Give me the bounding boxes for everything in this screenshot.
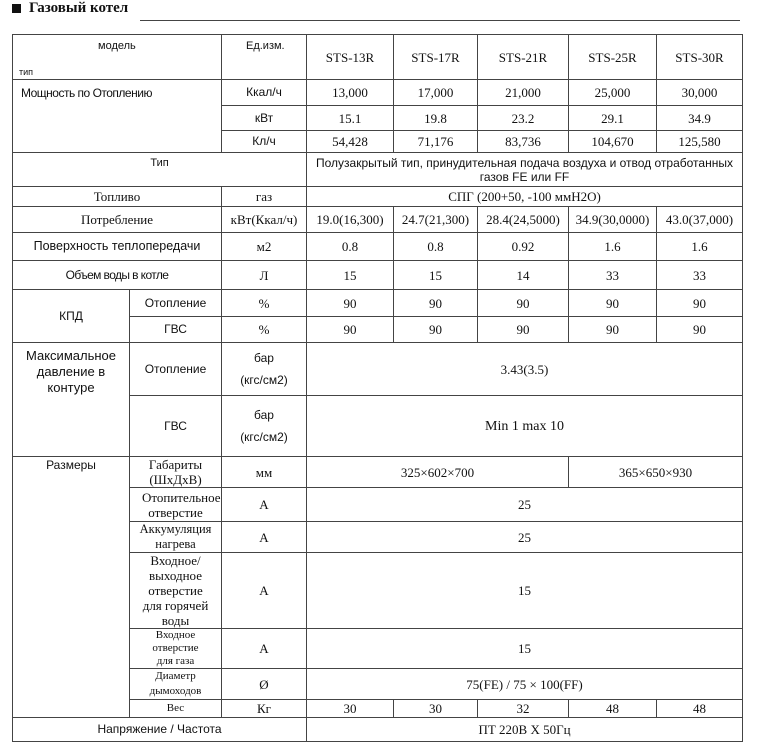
value-cell: 325×602×700 xyxy=(307,457,569,488)
header-row xyxy=(13,35,743,80)
unit-line: бар xyxy=(254,408,274,422)
dimensions-label: Габариты (ШхДхВ) xyxy=(130,457,222,488)
value-cell: 1.6 xyxy=(657,233,743,261)
type-value: Полузакрытый тип, принудительная подача воздуха и отвод отработанных газов FE или FF xyxy=(307,153,743,187)
model-header: STS-25R xyxy=(569,35,657,80)
value-cell: 28.4(24,5000) xyxy=(478,207,569,233)
unit-cell: Кг xyxy=(222,700,307,718)
value-cell: 43.0(37,000) xyxy=(657,207,743,233)
value-cell: 34.9(30,0000) xyxy=(569,207,657,233)
value-cell: 24.7(21,300) xyxy=(394,207,478,233)
value-cell: 21,000 xyxy=(478,80,569,106)
model-header: STS-17R xyxy=(394,35,478,80)
unit-cell: м2 xyxy=(222,233,307,261)
sub-label: ГВС xyxy=(130,396,222,457)
title-underline xyxy=(140,20,740,21)
voltage-value: ПТ 220В X 50Гц xyxy=(307,718,743,742)
model-header: STS-21R xyxy=(478,35,569,80)
voltage-row xyxy=(13,718,743,742)
value-cell: 48 xyxy=(657,700,743,718)
max-pressure-row xyxy=(13,343,743,396)
unit-cell: A xyxy=(222,553,307,629)
size-label: Входное отверстие для газа xyxy=(130,629,222,669)
unit-header: Ед.изм. xyxy=(222,35,307,80)
value-cell: 15 xyxy=(307,261,394,290)
efficiency-label: КПД xyxy=(13,290,130,343)
value-cell: 0.8 xyxy=(307,233,394,261)
voltage-label: Напряжение / Частота xyxy=(13,718,307,742)
value-cell: 75(FE) / 75 × 100(FF) xyxy=(307,669,743,700)
value-cell: 25 xyxy=(307,522,743,553)
type-row xyxy=(13,153,743,187)
dimensions-row xyxy=(13,457,743,488)
value-cell: 30 xyxy=(394,700,478,718)
fuel-value: СПГ (200+50, -100 ммH2O) xyxy=(307,187,743,207)
value-cell: 15 xyxy=(394,261,478,290)
unit-line: (кгс/см2) xyxy=(240,373,288,387)
max-pressure-label: Максимальное давление в контуре xyxy=(13,343,130,457)
fuel-row xyxy=(13,187,743,207)
value-cell: 30 xyxy=(307,700,394,718)
value-cell: 1.6 xyxy=(569,233,657,261)
value-cell: 25 xyxy=(307,488,743,522)
value-cell: 33 xyxy=(569,261,657,290)
unit-cell: A xyxy=(222,522,307,553)
value-cell: 19.8 xyxy=(394,106,478,131)
value-cell: 90 xyxy=(569,317,657,343)
value-cell: 90 xyxy=(657,317,743,343)
value-cell: 90 xyxy=(478,290,569,317)
value-cell: 125,580 xyxy=(657,131,743,153)
size-label: Диаметр дымоходов xyxy=(130,669,222,700)
sub-label: ГВС xyxy=(130,317,222,343)
heating-power-label: Мощность по Отоплению xyxy=(13,80,222,153)
water-volume-row xyxy=(13,261,743,290)
sub-label: Отопление xyxy=(130,290,222,317)
unit-cell: кВт(Ккал/ч) xyxy=(222,207,307,233)
heat-surface-row xyxy=(13,233,743,261)
weight-label: Вес xyxy=(130,700,222,718)
size-label: Входное/выходное отверстие для горячей воды xyxy=(130,553,222,629)
model-header: STS-13R xyxy=(307,35,394,80)
efficiency-row xyxy=(13,290,743,317)
value-cell: 83,736 xyxy=(478,131,569,153)
type-label: тип xyxy=(19,67,34,77)
size-label: Отопительное отверстие xyxy=(130,488,222,522)
spec-table xyxy=(12,34,743,742)
sizes-label: Размеры xyxy=(13,457,130,718)
value-cell: 3.43(3.5) xyxy=(307,343,743,396)
water-volume-label: Объем воды в котле xyxy=(13,261,222,290)
value-cell: 71,176 xyxy=(394,131,478,153)
fuel-label: Топливо xyxy=(13,187,222,207)
value-cell: 19.0(16,300) xyxy=(307,207,394,233)
value-cell: 33 xyxy=(657,261,743,290)
value-cell: 54,428 xyxy=(307,131,394,153)
value-cell: Min 1 max 10 xyxy=(307,396,743,457)
unit-cell: % xyxy=(222,290,307,317)
unit-cell: % xyxy=(222,317,307,343)
unit-cell: кВт xyxy=(222,106,307,131)
section-title xyxy=(12,0,128,17)
consumption-row xyxy=(13,207,743,233)
value-cell: 365×650×930 xyxy=(569,457,743,488)
value-cell: 104,670 xyxy=(569,131,657,153)
value-cell: 15 xyxy=(307,553,743,629)
unit-cell: мм xyxy=(222,457,307,488)
heat-surface-label: Поверхность теплопередачи xyxy=(13,233,222,261)
unit-cell: A xyxy=(222,488,307,522)
value-cell: 90 xyxy=(478,317,569,343)
value-cell: 32 xyxy=(478,700,569,718)
sub-label: Отопление xyxy=(130,343,222,396)
consumption-label: Потребление xyxy=(13,207,222,233)
unit-cell: Ø xyxy=(222,669,307,700)
unit-cell: Л xyxy=(222,261,307,290)
value-cell: 17,000 xyxy=(394,80,478,106)
value-cell: 90 xyxy=(307,317,394,343)
model-type-header xyxy=(13,35,222,80)
value-cell: 48 xyxy=(569,700,657,718)
model-label: модель xyxy=(98,40,136,52)
value-cell: 23.2 xyxy=(478,106,569,131)
value-cell: 25,000 xyxy=(569,80,657,106)
value-cell: 90 xyxy=(394,317,478,343)
value-cell: 14 xyxy=(478,261,569,290)
value-cell: 0.92 xyxy=(478,233,569,261)
value-cell: 90 xyxy=(394,290,478,317)
value-cell: 29.1 xyxy=(569,106,657,131)
value-cell: 30,000 xyxy=(657,80,743,106)
value-cell: 0.8 xyxy=(394,233,478,261)
value-cell: 15.1 xyxy=(307,106,394,131)
unit-cell: Кл/ч xyxy=(222,131,307,153)
section-title-text: Газовый котел xyxy=(29,0,129,16)
heating-power-row xyxy=(13,80,743,106)
size-label: Аккумуляция нагрева xyxy=(130,522,222,553)
value-cell: 34.9 xyxy=(657,106,743,131)
unit-line: бар xyxy=(254,351,274,365)
square-bullet-icon xyxy=(12,4,21,13)
model-header: STS-30R xyxy=(657,35,743,80)
unit-cell xyxy=(222,343,307,396)
value-cell: 90 xyxy=(657,290,743,317)
type-label: Тип xyxy=(13,153,307,187)
unit-cell: A xyxy=(222,629,307,669)
value-cell: 90 xyxy=(569,290,657,317)
unit-cell: газ xyxy=(222,187,307,207)
unit-cell xyxy=(222,396,307,457)
value-cell: 90 xyxy=(307,290,394,317)
unit-line: (кгс/см2) xyxy=(240,430,288,444)
value-cell: 15 xyxy=(307,629,743,669)
value-cell: 13,000 xyxy=(307,80,394,106)
unit-cell: Ккал/ч xyxy=(222,80,307,106)
